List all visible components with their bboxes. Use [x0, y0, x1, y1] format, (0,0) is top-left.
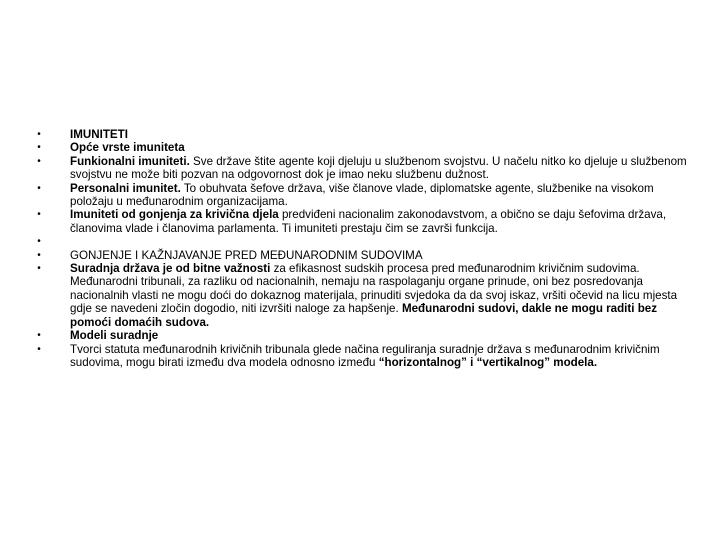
item-bold: IMUNITETI [70, 128, 128, 141]
list-item [37, 154, 700, 182]
item-bold: Funkionalni imuniteti. [70, 154, 190, 168]
bullet-dot: • [37, 182, 41, 194]
list-item-empty [37, 235, 700, 248]
bullet-dot: • [37, 209, 41, 221]
item-bold-end: Međunarodni sudovi, dakle ne mogu raditi bez pomoći domaćih sudova. [70, 302, 658, 329]
item-bold: Imuniteti od gonjenja za krivična djela [70, 208, 279, 222]
bullet-dot: • [37, 330, 41, 342]
item-bold: Suradnja država je od bitne važnosti [70, 262, 271, 276]
list-item [37, 141, 700, 155]
list-item [37, 262, 700, 329]
item-text: Tvorci statuta međunarodnih krivičnih tribunala glede načina reguliranja suradnje država s međunarodnim krivičnim sudovima, mogu birati između dva modela odnosno između [70, 342, 660, 369]
item-text: Sve države štite agente koji djeluju u službenom svojstvu. U načelu nitko ko djeluje u službenom svojstvu ne može biti pozvan na odgovornost dok je imao neku službenu dužnost. [70, 154, 687, 182]
item-bold: Modeli suradnje [70, 329, 159, 343]
list-item [37, 128, 700, 141]
bullet-list [37, 128, 700, 369]
item-text: To obuhvata šefove država, više članove vlade, diplomatske agente, službenike na visokom položaju u međunarodnim organizacijama. [70, 181, 654, 209]
list-item [37, 181, 700, 209]
list-item [37, 329, 700, 343]
item-text: za efikasnost sudskih procesa pred međunarodnim krivičnim sudovima. Međunarodni tribunali, za razliku od nacionalnih, nemaju na raspolaganju organe prinude, oni bez posredovanja nacionalnih vlasti ne mogu doći do dokaznog materijala, prinuditi svjedoka da da svoj iskaz, vršiti očevid na licu mjesta gdje se navedeni zločin dogodio, niti izvršiti naloge za hapšenje. [70, 262, 678, 316]
item-bold-end: “horizontalnog” i “vertikalnog” modela. [378, 355, 598, 369]
bullet-dot: • [37, 236, 41, 248]
item-text: predviđeni nacionalim zakonodavstvom, a obično se daju šefovima država, članovima vlade i članovima parlamenta. Ti imuniteti prestaju čim se završi funkcija. [70, 208, 667, 235]
list-item [37, 208, 700, 235]
bullet-dot: • [37, 142, 41, 154]
bullet-dot: • [37, 249, 41, 261]
bullet-dot: • [37, 155, 41, 167]
list-item [37, 342, 700, 370]
bullet-dot: • [37, 343, 41, 355]
bullet-dot: • [37, 129, 41, 140]
item-text: GONJENJE I KAŽNJAVANJE PRED MEĐUNARODNIM SUDOVIMA [70, 248, 423, 262]
list-item [37, 248, 700, 262]
item-bold: Opće vrste imuniteta [70, 141, 185, 155]
bullet-dot: • [37, 263, 41, 275]
item-bold: Personalni imunitet. [70, 181, 181, 195]
